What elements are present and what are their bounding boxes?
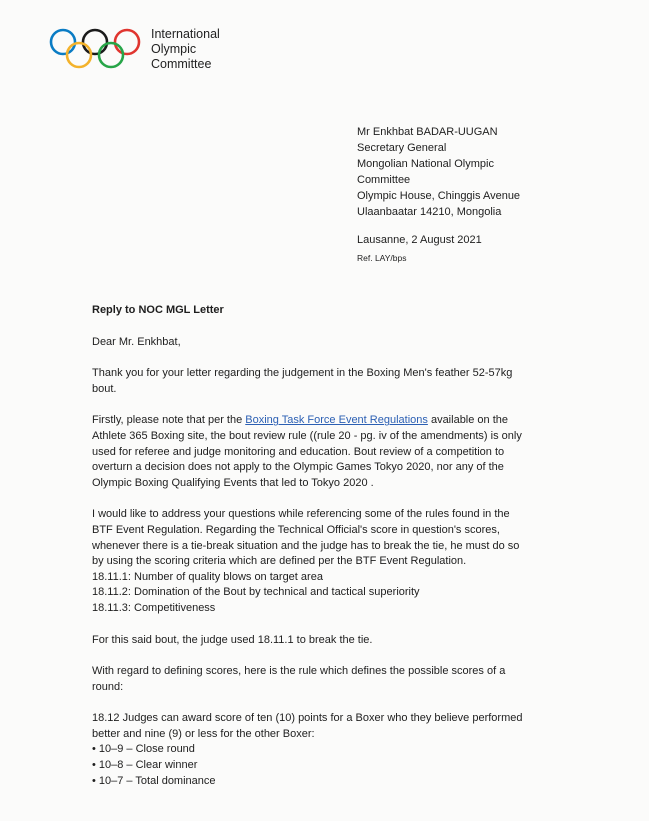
paragraph-judge-used: For this said bout, the judge used 18.11.1 to break the tie. [92, 633, 373, 646]
address-line: Committee [357, 174, 411, 186]
paragraph-scoring-rule [92, 711, 592, 789]
rule-item: 18.11.2: Domination of the Bout by technical and tactical superiority [92, 586, 420, 599]
score-bullet: • 10–8 – Clear winner [92, 759, 198, 772]
paragraph-line: Athlete 365 Boxing site, the bout review rule ((rule 20 - pg. iv of the amendments) is only [92, 429, 522, 442]
address-line: Mongolian National Olympic [357, 158, 494, 170]
paragraph-line: by using the scoring criteria which are defined per the BTF Event Regulation. [92, 555, 467, 568]
regulations-link[interactable]: Boxing Task Force Event Regulations [245, 414, 428, 427]
letter-date: Lausanne, 2 August 2021 [357, 234, 482, 246]
text-segment: Firstly, please note that per the [92, 414, 246, 427]
address-line: Ulaanbaatar 14210, Mongolia [357, 206, 502, 218]
paragraph-line: Olympic Boxing Qualifying Events that led to Tokyo 2020 . [92, 476, 374, 489]
text-segment: available on the [427, 414, 509, 427]
paragraph-defining-scores [92, 664, 592, 695]
org-line: Committee [151, 57, 212, 71]
paragraph-line: I would like to address your questions while referencing some of the rules found in the [92, 508, 510, 521]
org-line: Olympic [151, 42, 197, 56]
score-bullet: • 10–9 – Close round [92, 743, 195, 756]
rule-item: 18.11.3: Competitiveness [92, 601, 216, 614]
paragraph-line: overturn a decision does not apply to the Olympic Games Tokyo 2020, nor any of the [92, 461, 504, 474]
recipient-address [357, 124, 520, 220]
org-line: International [151, 27, 220, 41]
paragraph-line: used for referee and judge monitoring and education. Bout review of a competition to [92, 445, 505, 458]
paragraph-line: Thank you for your letter regarding the judgement in the Boxing Men's feather 52-57kg [92, 367, 513, 380]
paragraph-line: round: [92, 680, 124, 693]
letter-reference: Ref. LAY/bps [357, 253, 407, 263]
rule-item: 18.11.1: Number of quality blows on target area [92, 570, 323, 583]
paragraph-thanks [92, 366, 592, 397]
paragraph-line: better and nine (9) or less for the other Boxer: [92, 727, 315, 740]
letter-subject: Reply to NOC MGL Letter [92, 304, 224, 316]
paragraph-line: 18.12 Judges can award score of ten (10) points for a Boxer who they believe performed [92, 712, 523, 725]
address-line: Secretary General [357, 142, 447, 154]
paragraph-line: BTF Event Regulation. Regarding the Technical Official's score in question's scores, [92, 523, 500, 536]
score-bullet: • 10–7 – Total dominance [92, 774, 216, 787]
paragraph-bout-review [92, 413, 592, 491]
organization-name [151, 27, 220, 72]
paragraph-line: With regard to defining scores, here is the rule which defines the possible scores of a [92, 665, 506, 678]
paragraph-line [92, 413, 592, 429]
olympic-rings-logo [48, 26, 143, 72]
address-line: Mr Enkhbat BADAR-UUGAN [357, 126, 498, 138]
paragraph-tie-break [92, 507, 592, 616]
address-line: Olympic House, Chinggis Avenue [357, 190, 521, 202]
paragraph-line: bout. [92, 382, 117, 395]
salutation: Dear Mr. Enkhbat, [92, 335, 181, 348]
paragraph-line: whenever there is a tie-break situation and the judge has to break the tie, he must do so [92, 539, 520, 552]
letter-body [92, 303, 592, 789]
